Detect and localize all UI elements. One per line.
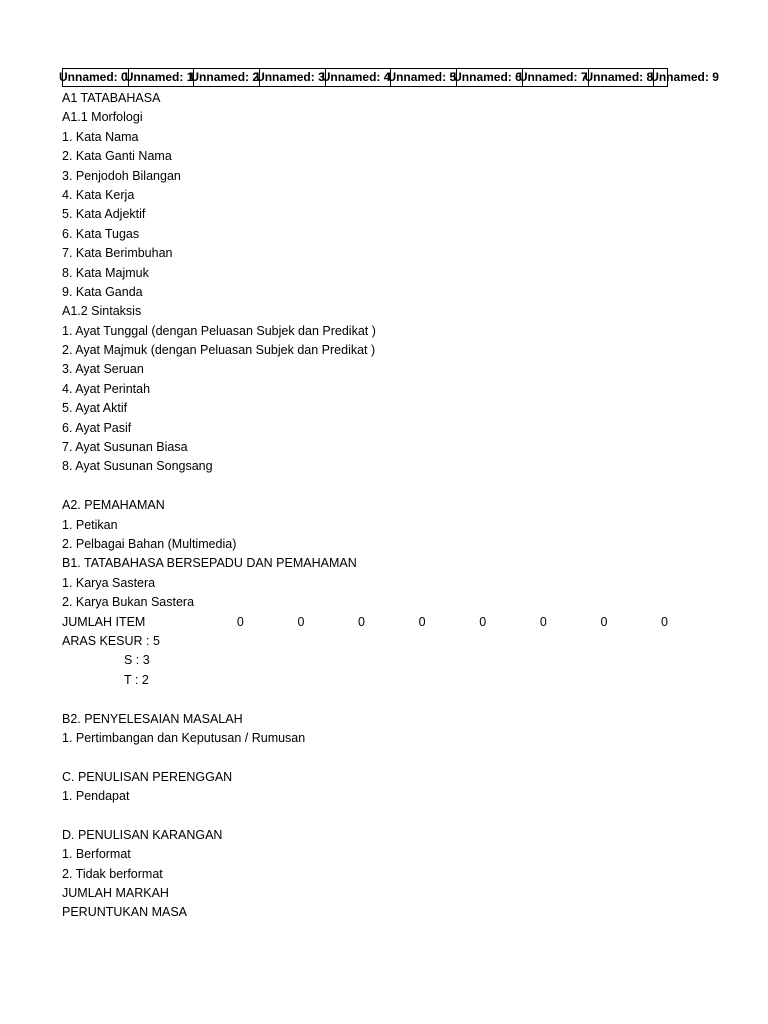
row <box>62 225 668 244</box>
row-label: 2. Karya Bukan Sastera <box>62 595 195 610</box>
row-label: 5. Ayat Aktif <box>62 401 128 416</box>
row <box>62 380 668 399</box>
row <box>62 632 668 651</box>
header-cell: Unnamed: 3 <box>256 70 325 84</box>
row <box>62 748 668 767</box>
row <box>62 865 668 884</box>
row <box>62 457 668 476</box>
header-row <box>59 68 719 87</box>
row <box>62 903 668 922</box>
row <box>62 516 668 535</box>
row <box>62 613 668 632</box>
row-label: 1. Pendapat <box>62 789 130 804</box>
jumlah-item-value: 0 <box>418 614 426 629</box>
row-label: JUMLAH ITEM <box>62 614 146 629</box>
row <box>62 535 668 554</box>
row <box>62 244 668 263</box>
row <box>62 690 668 709</box>
row-label: 2. Kata Ganti Nama <box>62 149 172 164</box>
row-label: 2. Tidak berformat <box>62 866 163 881</box>
header-cell: Unnamed: 9 <box>650 70 719 84</box>
row <box>62 264 668 283</box>
row <box>62 787 668 806</box>
row-label: A1.1 Morfologi <box>62 110 143 125</box>
row-label: A2. PEMAHAMAN <box>62 498 165 513</box>
row-label: S : 3 <box>124 653 150 668</box>
row-label: JUMLAH MARKAH <box>62 886 169 901</box>
row <box>62 322 668 341</box>
row <box>62 167 668 186</box>
header-cell: Unnamed: 8 <box>584 70 654 84</box>
row-label: D. PENULISAN KARANGAN <box>62 827 223 842</box>
jumlah-item-value: 0 <box>358 614 365 629</box>
row-label: 6. Kata Tugas <box>62 226 140 241</box>
row <box>62 806 668 825</box>
row-label: C. PENULISAN PERENGGAN <box>62 769 233 784</box>
row-label: 7. Ayat Susunan Biasa <box>62 440 188 455</box>
row-label: 7. Kata Berimbuhan <box>62 246 173 261</box>
row-label: 8. Kata Majmuk <box>62 265 149 280</box>
rows-block <box>62 89 668 923</box>
row <box>62 438 668 457</box>
row <box>62 360 668 379</box>
row-label: 3. Ayat Seruan <box>62 362 144 377</box>
jumlah-item-value: 0 <box>539 614 547 629</box>
row <box>62 884 668 903</box>
row <box>62 186 668 205</box>
row-label: A1 TATABAHASA <box>62 91 161 105</box>
row <box>62 108 668 127</box>
row <box>62 89 668 108</box>
row <box>62 593 668 612</box>
row-label: 1. Pertimbangan dan Keputusan / Rumusan <box>62 730 306 745</box>
row <box>62 671 668 690</box>
row-label: 9. Kata Ganda <box>62 284 143 299</box>
header-cell: Unnamed: 4 <box>321 70 391 84</box>
header-cell: Unnamed: 0 <box>59 70 128 84</box>
row <box>62 496 668 515</box>
row <box>62 768 668 787</box>
row-label: 1. Ayat Tunggal (dengan Peluasan Subjek dan Predikat ) <box>62 323 376 338</box>
jumlah-item-value: 0 <box>661 614 668 629</box>
row <box>62 651 668 670</box>
row-label: PERUNTUKAN MASA <box>62 905 188 920</box>
row-label: 3. Penjodoh Bilangan <box>62 168 181 183</box>
row <box>62 419 668 438</box>
row-label: 5. Kata Adjektif <box>62 207 146 222</box>
header-cell: Unnamed: 7 <box>518 70 588 84</box>
row <box>62 826 668 845</box>
row-label: 1. Kata Nama <box>62 129 139 144</box>
row <box>62 710 668 729</box>
row-label: ARAS KESUR : 5 <box>62 633 160 648</box>
row-label: 1. Petikan <box>62 517 118 532</box>
row <box>62 205 668 224</box>
jumlah-item-value: 0 <box>236 614 244 629</box>
row <box>62 341 668 360</box>
row-label: 2. Pelbagai Bahan (Multimedia) <box>62 536 237 551</box>
row-label: 4. Ayat Perintah <box>62 381 151 396</box>
jumlah-item-value: 0 <box>479 614 487 629</box>
row <box>62 729 668 748</box>
spreadsheet <box>59 68 719 923</box>
row-label: 1. Karya Sastera <box>62 575 156 590</box>
header-cell: Unnamed: 2 <box>190 70 260 84</box>
row <box>62 845 668 864</box>
row <box>62 399 668 418</box>
row-label: B1. TATABAHASA BERSEPADU DAN PEMAHAMAN <box>62 556 357 571</box>
row-label: 1. Berformat <box>62 847 131 862</box>
row <box>62 128 668 147</box>
row <box>62 302 668 321</box>
row <box>62 147 668 166</box>
row-label: A1.2 Sintaksis <box>62 304 142 319</box>
row <box>62 554 668 573</box>
row-label: B2. PENYELESAIAN MASALAH <box>62 711 243 726</box>
row <box>62 477 668 496</box>
row <box>62 283 668 302</box>
row-label: T : 2 <box>124 672 149 687</box>
header-cell: Unnamed: 1 <box>124 70 194 84</box>
jumlah-item-value: 0 <box>297 614 305 629</box>
row-label: 8. Ayat Susunan Songsang <box>62 459 213 474</box>
row-label: 2. Ayat Majmuk (dengan Peluasan Subjek dan Predikat ) <box>62 343 376 358</box>
row <box>62 574 668 593</box>
header-cell: Unnamed: 5 <box>387 70 457 84</box>
row-label: 6. Ayat Pasif <box>62 420 132 435</box>
header-cell: Unnamed: 6 <box>453 70 522 84</box>
row-label: 4. Kata Kerja <box>62 187 135 202</box>
jumlah-item-value: 0 <box>600 614 608 629</box>
